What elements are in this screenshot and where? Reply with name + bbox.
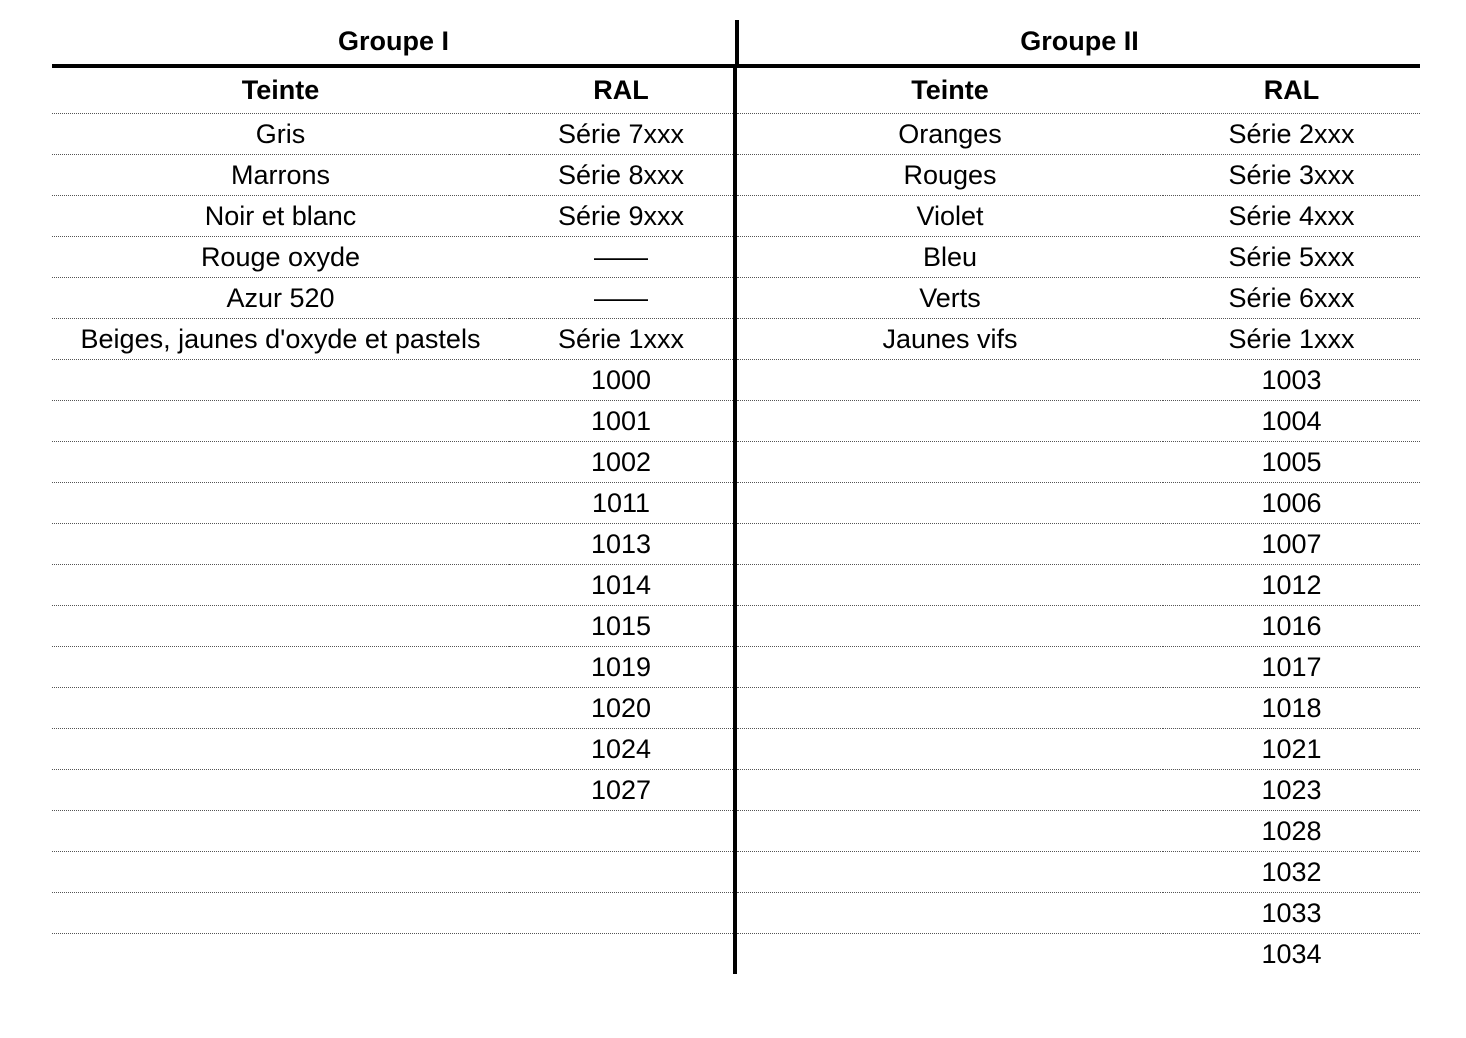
table-row [52, 893, 1420, 934]
ral-group-2-cell: 1032 [1163, 852, 1420, 893]
table-row [52, 565, 1420, 606]
ral-group-1-cell: Série 1xxx [509, 319, 735, 360]
ral-group-2-cell: 1006 [1163, 483, 1420, 524]
ral-group-2-cell: 1005 [1163, 442, 1420, 483]
teinte-group-1-cell: Noir et blanc [52, 196, 509, 237]
ral-group-1-cell: 1020 [509, 688, 735, 729]
table-row [52, 319, 1420, 360]
ral-group-2-cell: Série 5xxx [1163, 237, 1420, 278]
ral-group-2-cell: 1004 [1163, 401, 1420, 442]
teinte-group-2-cell [735, 606, 1163, 647]
table-row [52, 360, 1420, 401]
teinte-group-2-cell [735, 688, 1163, 729]
ral-group-2-cell: 1016 [1163, 606, 1420, 647]
teinte-group-1-cell [52, 770, 509, 811]
teinte-group-1-cell: Rouge oxyde [52, 237, 509, 278]
teinte-group-1-cell [52, 360, 509, 401]
ral-group-1-cell [509, 893, 735, 934]
ral-group-2-cell: 1023 [1163, 770, 1420, 811]
ral-group-1-cell: 1014 [509, 565, 735, 606]
ral-group-1-cell: 1015 [509, 606, 735, 647]
teinte-group-1-cell [52, 893, 509, 934]
table-row [52, 442, 1420, 483]
teinte-group-1-cell [52, 729, 509, 770]
ral-group-1-cell: Série 7xxx [509, 114, 735, 155]
group-2-title: Groupe II [1020, 26, 1139, 56]
ral-table-body [52, 68, 1420, 974]
column-header-ral-group-1: RAL [509, 68, 735, 114]
ral-group-1-cell: 1024 [509, 729, 735, 770]
table-row [52, 524, 1420, 565]
table-row [52, 934, 1420, 975]
teinte-group-2-cell [735, 811, 1163, 852]
ral-group-2-cell: 1012 [1163, 565, 1420, 606]
teinte-group-2-cell [735, 360, 1163, 401]
teinte-group-1-cell [52, 606, 509, 647]
teinte-group-1-cell [52, 483, 509, 524]
ral-color-groups-document [52, 20, 1420, 974]
table-row [52, 278, 1420, 319]
teinte-group-2-cell [735, 934, 1163, 975]
table-row [52, 811, 1420, 852]
teinte-group-2-cell [735, 647, 1163, 688]
teinte-group-1-cell [52, 852, 509, 893]
ral-group-1-cell: —— [509, 278, 735, 319]
teinte-group-1-cell: Azur 520 [52, 278, 509, 319]
table-row [52, 114, 1420, 155]
teinte-group-2-cell: Bleu [735, 237, 1163, 278]
ral-group-1-cell [509, 852, 735, 893]
table-row [52, 688, 1420, 729]
teinte-group-2-cell [735, 483, 1163, 524]
teinte-group-2-cell [735, 770, 1163, 811]
ral-group-2-cell: Série 6xxx [1163, 278, 1420, 319]
ral-table [52, 68, 1420, 974]
ral-group-2-cell: 1003 [1163, 360, 1420, 401]
table-row [52, 729, 1420, 770]
ral-group-1-cell: 1013 [509, 524, 735, 565]
table-row [52, 155, 1420, 196]
teinte-group-1-cell [52, 688, 509, 729]
ral-group-1-cell: —— [509, 237, 735, 278]
table-row [52, 852, 1420, 893]
column-header-row [52, 68, 1420, 114]
table-row [52, 237, 1420, 278]
teinte-group-1-cell [52, 401, 509, 442]
ral-group-2-cell: 1007 [1163, 524, 1420, 565]
group-header-row [52, 20, 1420, 64]
ral-group-2-cell: Série 1xxx [1163, 319, 1420, 360]
teinte-group-1-cell [52, 647, 509, 688]
ral-group-1-cell: 1019 [509, 647, 735, 688]
teinte-group-2-cell: Jaunes vifs [735, 319, 1163, 360]
table-row [52, 647, 1420, 688]
ral-group-1-cell: 1011 [509, 483, 735, 524]
ral-group-1-cell: Série 9xxx [509, 196, 735, 237]
ral-group-1-cell: 1027 [509, 770, 735, 811]
ral-group-1-cell: 1001 [509, 401, 735, 442]
teinte-group-2-cell: Rouges [735, 155, 1163, 196]
teinte-group-2-cell: Violet [735, 196, 1163, 237]
table-row [52, 770, 1420, 811]
ral-group-2-cell: Série 4xxx [1163, 196, 1420, 237]
ral-group-2-cell: 1034 [1261, 938, 1322, 969]
ral-group-2-cell: 1017 [1163, 647, 1420, 688]
teinte-group-2-cell [735, 442, 1163, 483]
teinte-group-2-cell [735, 852, 1163, 893]
group-1-title: Groupe I [337, 26, 449, 56]
ral-group-1-cell: Série 8xxx [509, 155, 735, 196]
teinte-group-2-cell [735, 565, 1163, 606]
teinte-group-2-cell [735, 729, 1163, 770]
teinte-group-2-cell [735, 401, 1163, 442]
column-header-teinte-group-1: Teinte [52, 68, 509, 114]
teinte-group-1-cell [52, 565, 509, 606]
teinte-group-1-cell: Gris [52, 114, 509, 155]
column-header-teinte-group-2: Teinte [735, 68, 1163, 114]
column-header-ral-group-2: RAL [1163, 68, 1420, 114]
teinte-group-1-cell: Beiges, jaunes d'oxyde et pastels [52, 319, 509, 360]
ral-group-2-cell: Série 2xxx [1163, 114, 1420, 155]
table-row [52, 606, 1420, 647]
teinte-group-2-cell: Oranges [735, 114, 1163, 155]
teinte-group-2-cell: Verts [735, 278, 1163, 319]
ral-group-1-cell [509, 934, 735, 975]
table-row [52, 401, 1420, 442]
ral-group-2-cell: Série 3xxx [1163, 155, 1420, 196]
ral-group-1-cell: 1002 [509, 442, 735, 483]
teinte-group-1-cell [52, 442, 509, 483]
ral-group-2-cell: 1021 [1163, 729, 1420, 770]
ral-group-1-cell [509, 811, 735, 852]
ral-group-2-cell: 1033 [1163, 893, 1420, 934]
teinte-group-2-cell [735, 524, 1163, 565]
ral-group-2-cell: 1018 [1163, 688, 1420, 729]
teinte-group-2-cell [735, 893, 1163, 934]
table-row [52, 483, 1420, 524]
teinte-group-1-cell [52, 811, 509, 852]
teinte-group-1-cell [52, 934, 509, 975]
teinte-group-1-cell [52, 524, 509, 565]
teinte-group-1-cell: Marrons [52, 155, 509, 196]
ral-group-1-cell: 1000 [509, 360, 735, 401]
ral-group-2-cell: 1028 [1163, 811, 1420, 852]
table-row [52, 196, 1420, 237]
